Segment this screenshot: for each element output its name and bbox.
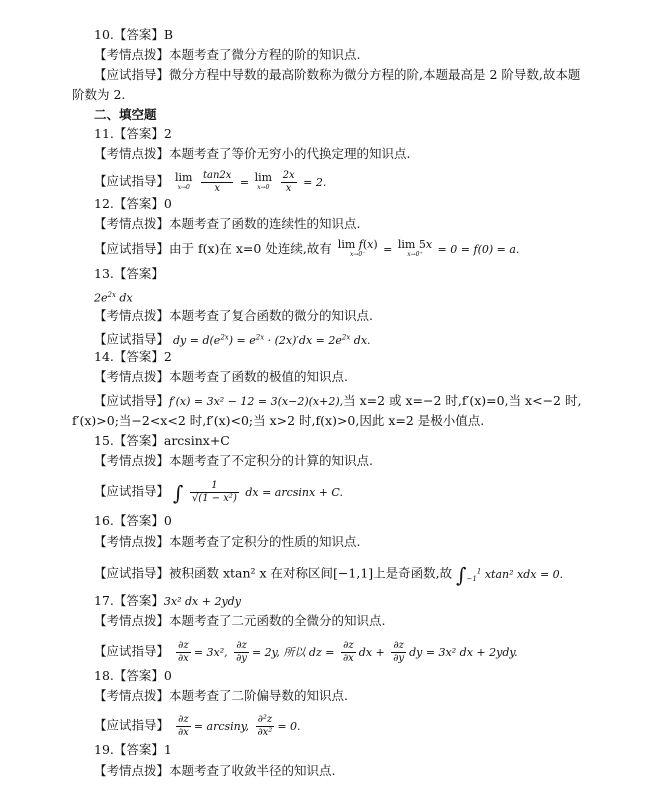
analysis-19: 【考情点拨】本题考查了收敛半径的知识点. [94,763,336,778]
guide-11-label: 【应试指导】 [94,173,170,189]
guide-13-formula: dy = $d(e^{2x}) = e^{2x} \cdot (2x)'dx = 2e^{2x}$ dx. [173,333,371,347]
guide-13-label: 【应试指导】 [94,331,170,347]
section-heading: 二、填空题 [94,107,157,122]
guide-15-formula: ∫ $\frac{1}{\text{√(1 − x²)}}$ dx = arcsinx + C. [173,480,343,505]
guide-17-formula: $\frac{\partial z}{\partial x}$ = 3x², $\frac{\partial z}{\partial y}$ = 2y, 所以 dz = $\frac{\partial z}{\partial x}$ dx + $\frac{\partial z}{\partial y}$ dy = 3x² dx + 2ydy. [178,640,518,664]
guide-18-label: 【应试指导】 [94,717,170,733]
guide-18 [94,714,301,739]
guide-12 [94,240,519,260]
guide-14-line1: 【应试指导】f′(x) = 3x² − 12 = 3(x−2)(x+2),当 x=2 或 x=−2 时,f′(x)=0,当 x<−2 时, [94,393,582,408]
answer-17: 17.【答案】3x² dx + 2ydy [94,593,241,608]
guide-15-label: 【应试指导】 [94,483,170,499]
answer-13-value: $2e^{2x}$ dx [94,291,133,305]
guide-17-label: 【应试指导】 [94,643,170,659]
guide-11-formula: lim x→0 $\frac{\tan 2x}{x}$ = lim x→0 $\frac{2x}{x}$ = 2. [175,170,327,194]
analysis-17: 【考情点拨】本题考查了二元函数的全微分的知识点. [94,613,386,628]
guide-18-formula: $\frac{\partial z}{\partial x}$ = arcsiny, $\frac{\text{∂²z}}{\text{∂x²}}$ = 0. [178,714,301,738]
guide-15 [94,480,343,505]
analysis-18: 【考情点拨】本题考查了二阶偏导数的知识点. [94,688,348,703]
guide-17 [94,640,518,665]
analysis-14: 【考情点拨】本题考查了函数的极值的知识点. [94,369,348,384]
answer-10: 10.【答案】B [94,27,174,42]
answer-16: 16.【答案】0 [94,513,172,528]
guide-10-line2: 阶数为 2. [72,87,126,102]
answer-19: 19.【答案】1 [94,742,172,757]
answer-11: 11.【答案】2 [94,126,172,141]
guide-10-line1: 【应试指导】微分方程中导数的最高阶数称为微分方程的阶,本题最高是 2 阶导数,故本题 [94,67,581,82]
analysis-16: 【考情点拨】本题考查了定积分的性质的知识点. [94,534,361,549]
answer-13: 13.【答案】 [94,266,164,281]
analysis-15: 【考情点拨】本题考查了不定积分的计算的知识点. [94,453,373,468]
analysis-10: 【考情点拨】本题考查了微分方程的阶的知识点. [94,47,361,62]
analysis-13: 【考情点拨】本题考查了复合函数的微分的知识点. [94,308,373,323]
guide-11 [94,170,326,195]
analysis-11: 【考情点拨】本题考查了等价无穷小的代换定理的知识点. [94,146,411,161]
answer-14: 14.【答案】2 [94,349,172,364]
answer-15: 15.【答案】arcsinx+C [94,433,230,448]
answer-18: 18.【答案】0 [94,668,172,683]
guide-16: 【应试指导】被积函数 xtan² x 在对称区间[−1,1]上是奇函数,故 $\int_{-1}^1$ xtan² xdx = 0. [94,562,564,587]
guide-14-line2: f′(x)>0;当−2<x<2 时,f′(x)<0;当 x>2 时,f(x)>0,因此 x=2 是极小值点. [72,413,485,428]
guide-12-formula: lim f(x) x→0⁻ = lim 5x x→0⁺ = 0 = f(0) = a. [337,238,520,258]
guide-12-text: 【应试指导】由于 f(x)在 x=0 处连续,故有 [94,241,332,256]
guide-13 [94,328,371,350]
answer-12: 12.【答案】0 [94,196,172,211]
analysis-12: 【考情点拨】本题考查了函数的连续性的知识点. [94,216,361,231]
